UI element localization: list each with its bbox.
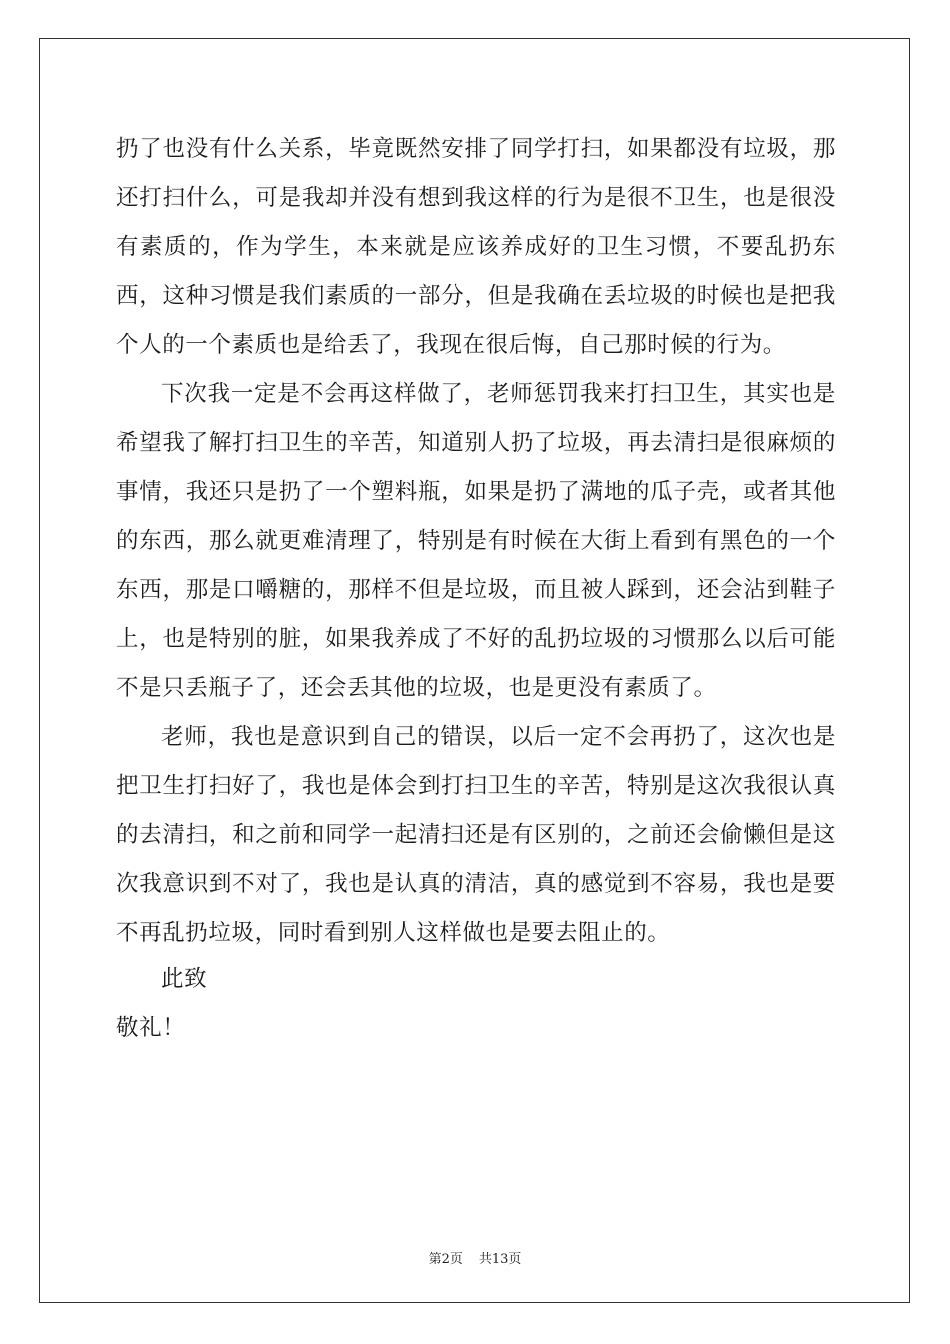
paragraph-1: 扔了也没有什么关系，毕竟既然安排了同学打扫，如果都没有垃圾，那还打扫什么，可是我却并没有想到我这样的行为是很不卫生，也是很没有素质的，作为学生，本来就是应该养成好的卫生习惯，不要乱扔东西，这种习惯是我们素质的一部分，但是我确在丢垃圾的时候也是把我个人的一个素质也是给丢了，我现在很后悔，自己那时候的行为。: [116, 136, 836, 358]
letter-body: [116, 125, 836, 1053]
paragraph-2: 下次我一定是不会再这样做了，老师惩罚我来打扫卫生，其实也是希望我了解打扫卫生的辛苦，知道别人扔了垃圾，再去清扫是很麻烦的事情，我还只是扔了一个塑料瓶，如果是扔了满地的瓜子壳，或者其他的东西，那么就更难清理了，特别是有时候在大街上看到有黑色的一个东西，那是口嚼糖的，那样不但是垃圾，而且被人踩到，还会沾到鞋子上，也是特别的脏，如果我养成了不好的乱扔垃圾的习惯那么以后可能不是只丢瓶子了，还会丢其他的垃圾，也是更没有素质了。: [116, 381, 836, 701]
paragraph-3: 老师，我也是意识到自己的错误，以后一定不会再扔了，这次也是把卫生打扫好了，我也是体会到打扫卫生的辛苦，特别是这次我很认真的去清扫，和之前和同学一起清扫还是有区别的，之前还会偷懒但是这次我意识到不对了，我也是认真的清洁，真的感觉到不容易，我也是要不再乱扔垃圾，同时看到别人这样做也是要去阻止的。: [116, 724, 836, 946]
page-footer: [0, 1248, 950, 1267]
closing-greeting: 此致: [161, 966, 208, 992]
closing-salutation: 敬礼！: [116, 1015, 186, 1041]
page-number: 第2页: [428, 1252, 463, 1267]
page-total: 共13页: [478, 1252, 522, 1267]
